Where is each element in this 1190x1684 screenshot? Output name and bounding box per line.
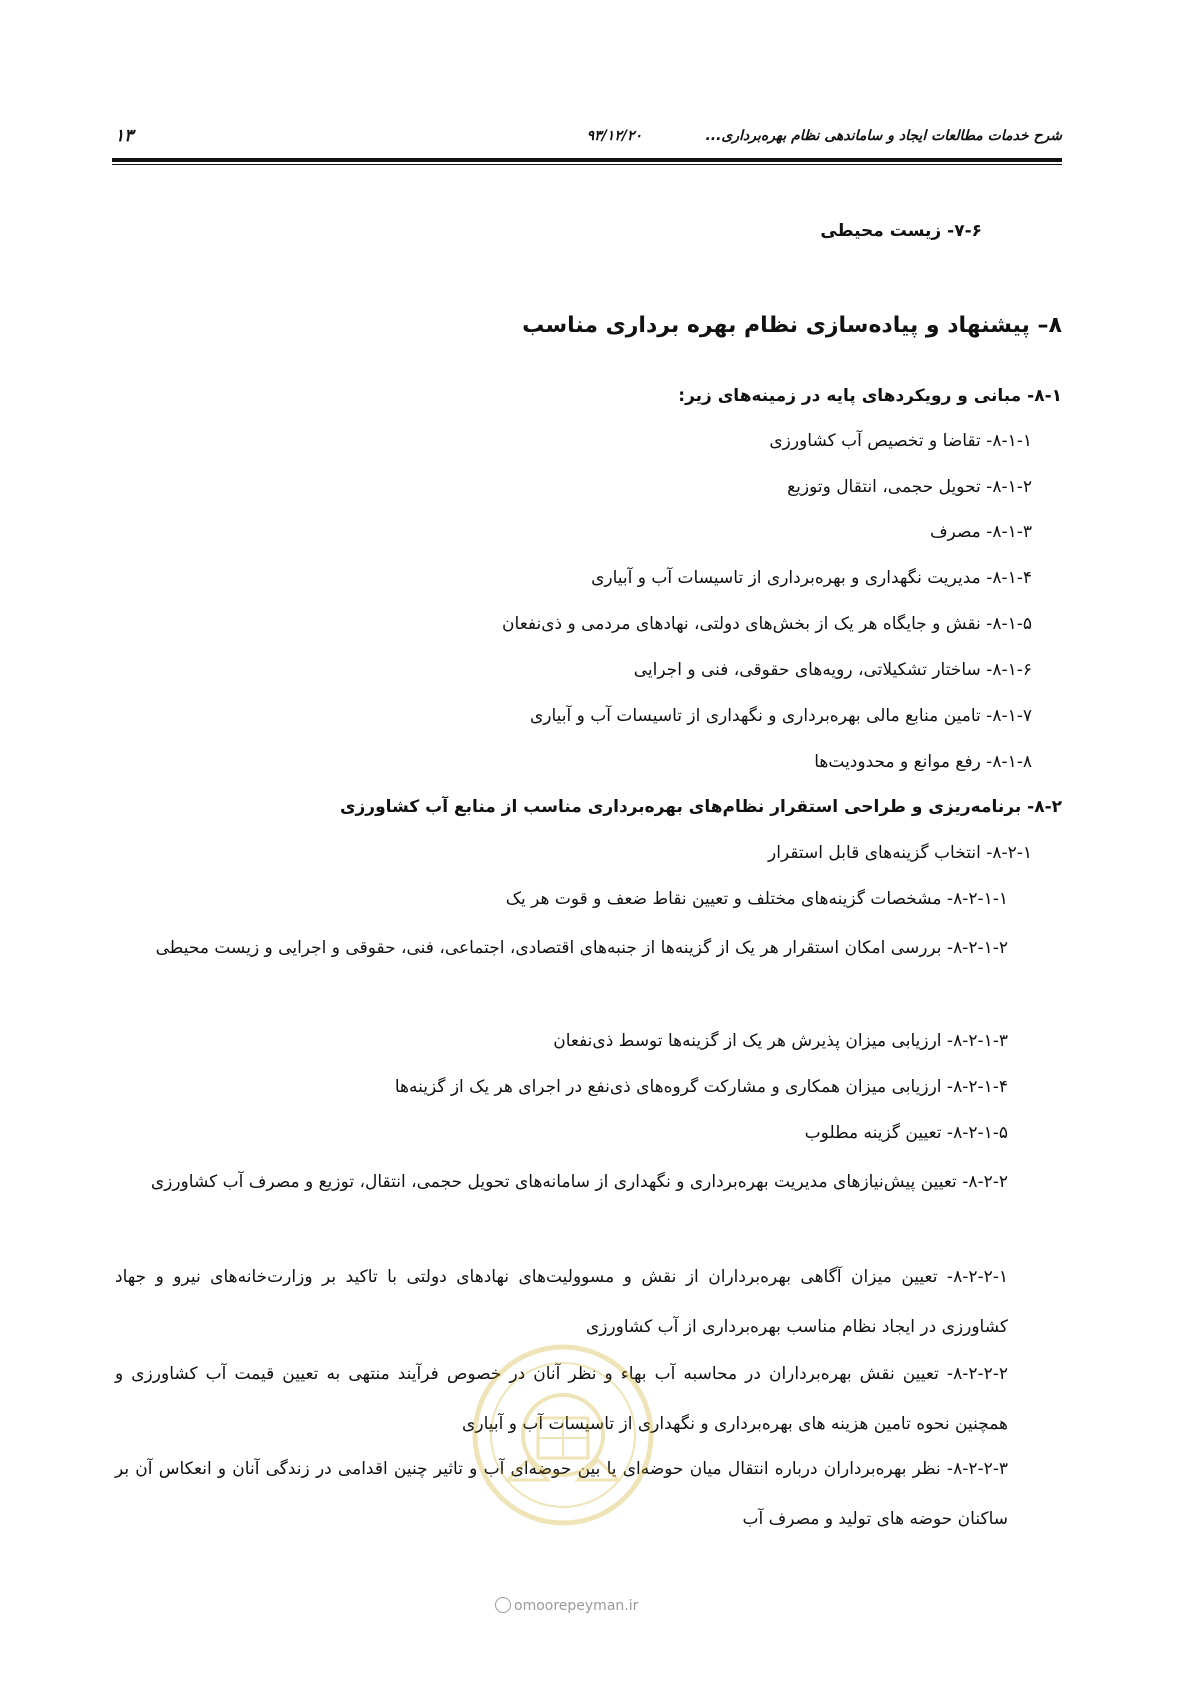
item-8-2-1-5: ۸-۲-۱-۵- تعیین گزینه مطلوب	[804, 1123, 1008, 1143]
item-8-2-1-4: ۸-۲-۱-۴- ارزیابی میزان همکاری و مشارکت گروه‌های ذی‌نفع در اجرای هر یک از گزینه‌ها	[394, 1077, 1008, 1097]
item-8-1-2: ۸-۱-۲- تحویل حجمی، انتقال وتوزیع	[787, 477, 1032, 497]
watermark-site	[495, 1597, 638, 1614]
item-8-1-5: ۸-۱-۵- نقش و جایگاه هر یک از بخش‌های دولتی، نهادهای مردمی و ذی‌نفعان	[502, 614, 1032, 634]
header-title: شرح خدمات مطالعات ایجاد و ساماندهی نظام بهره‌برداری...	[705, 128, 1062, 144]
watermark-site-text: omoorepeyman.ir	[514, 1598, 639, 1614]
item-8-2-2-1: ۸-۲-۲-۱- تعیین میزان آگاهی بهره‌برداران از نقش و مسوولیت‌های نهادهای دولتی با تاکید بر وزارت‌خانه‌های نیرو و جهاد کشاورزی در ایجاد نظام مناسب بهره‌برداری از آب کشاورزی	[115, 1267, 1008, 1337]
item-8-1-4: ۸-۱-۴- مدیریت نگهداری و بهره‌برداری از تاسیسات آب و آبیاری	[591, 568, 1032, 588]
section-8-heading: ۸– پیشنهاد و پیاده‌سازی نظام بهره برداری مناسب	[522, 313, 1062, 338]
header-date: ۹۳/۱۲/۲۰	[586, 128, 642, 144]
item-8-1-1: ۸-۱-۱- تقاضا و تخصیص آب کشاورزی	[769, 431, 1032, 451]
item-8-1-6: ۸-۱-۶- ساختار تشکیلاتی، رویه‌های حقوقی، فنی و اجرایی	[633, 660, 1032, 680]
item-8-2-2-3: ۸-۲-۲-۳- نظر بهره‌برداران درباره انتقال میان حوضه‌ای یا بین حوضه‌ای آب و تاثیر چنین اقدامی در زندگی آنان و انعکاس آن بر ساکنان حوضه های تولید و مصرف آب	[115, 1459, 1008, 1529]
page-number: ۱۳	[115, 126, 134, 146]
section-8-1-heading: ۸-۱- مبانی و رویکردهای پایه در زمینه‌های زیر:	[678, 386, 1062, 406]
header-rule-thick	[112, 158, 1062, 162]
page-header	[115, 128, 1062, 154]
item-8-1-7: ۸-۱-۷- تامین منابع مالی بهره‌برداری و نگهداری از تاسیسات آب و آبیاری	[529, 706, 1032, 726]
seal-logo-icon	[468, 1340, 658, 1530]
item-8-2-1: ۸-۲-۱- انتخاب گزینه‌های قابل استقرار	[768, 843, 1032, 863]
item-8-2-2: ۸-۲-۲- تعیین پیش‌نیازهای مدیریت بهره‌برداری و نگهداری از سامانه‌های تحویل حجمی، انتقال، توزیع و مصرف آب کشاورزی	[150, 1172, 1008, 1192]
item-8-2-2-2: ۸-۲-۲-۲- تعیین نقش بهره‌برداران در محاسبه آب بهاء و نظر آنان در خصوص فرآیند منتهی به تعیین قیمت آب کشاورزی و همچنین نحوه تامین هزینه های بهره‌برداری و نگهداری از تاسیسات آب و آبیاری	[115, 1364, 1008, 1434]
item-8-2-1-3: ۸-۲-۱-۳- ارزیابی میزان پذیرش هر یک از گزینه‌ها توسط ذی‌نفعان	[553, 1031, 1008, 1051]
header-rule-thin	[112, 164, 1062, 165]
section-8-2-heading: ۸-۲- برنامه‌ریزی و طراحی استقرار نظام‌های بهره‌برداری مناسب از منابع آب کشاورزی	[339, 797, 1062, 817]
item-8-2-1-2: ۸-۲-۱-۲- بررسی امکان استقرار هر یک از گزینه‌ها از جنبه‌های اقتصادی، اجتماعی، فنی، حقوقی و اجرایی و زیست محیطی	[155, 938, 1008, 958]
at-icon	[495, 1597, 511, 1613]
item-8-1-8: ۸-۱-۸- رفع موانع و محدودیت‌ها	[814, 752, 1032, 772]
item-8-1-3: ۸-۱-۳- مصرف	[929, 522, 1032, 542]
item-8-2-1-1: ۸-۲-۱-۱- مشخصات گزینه‌های مختلف و تعیین نقاط ضعف و قوت هر یک	[505, 889, 1008, 909]
section-7-6-heading: ۷-۶- زیست محیطی	[820, 221, 982, 241]
